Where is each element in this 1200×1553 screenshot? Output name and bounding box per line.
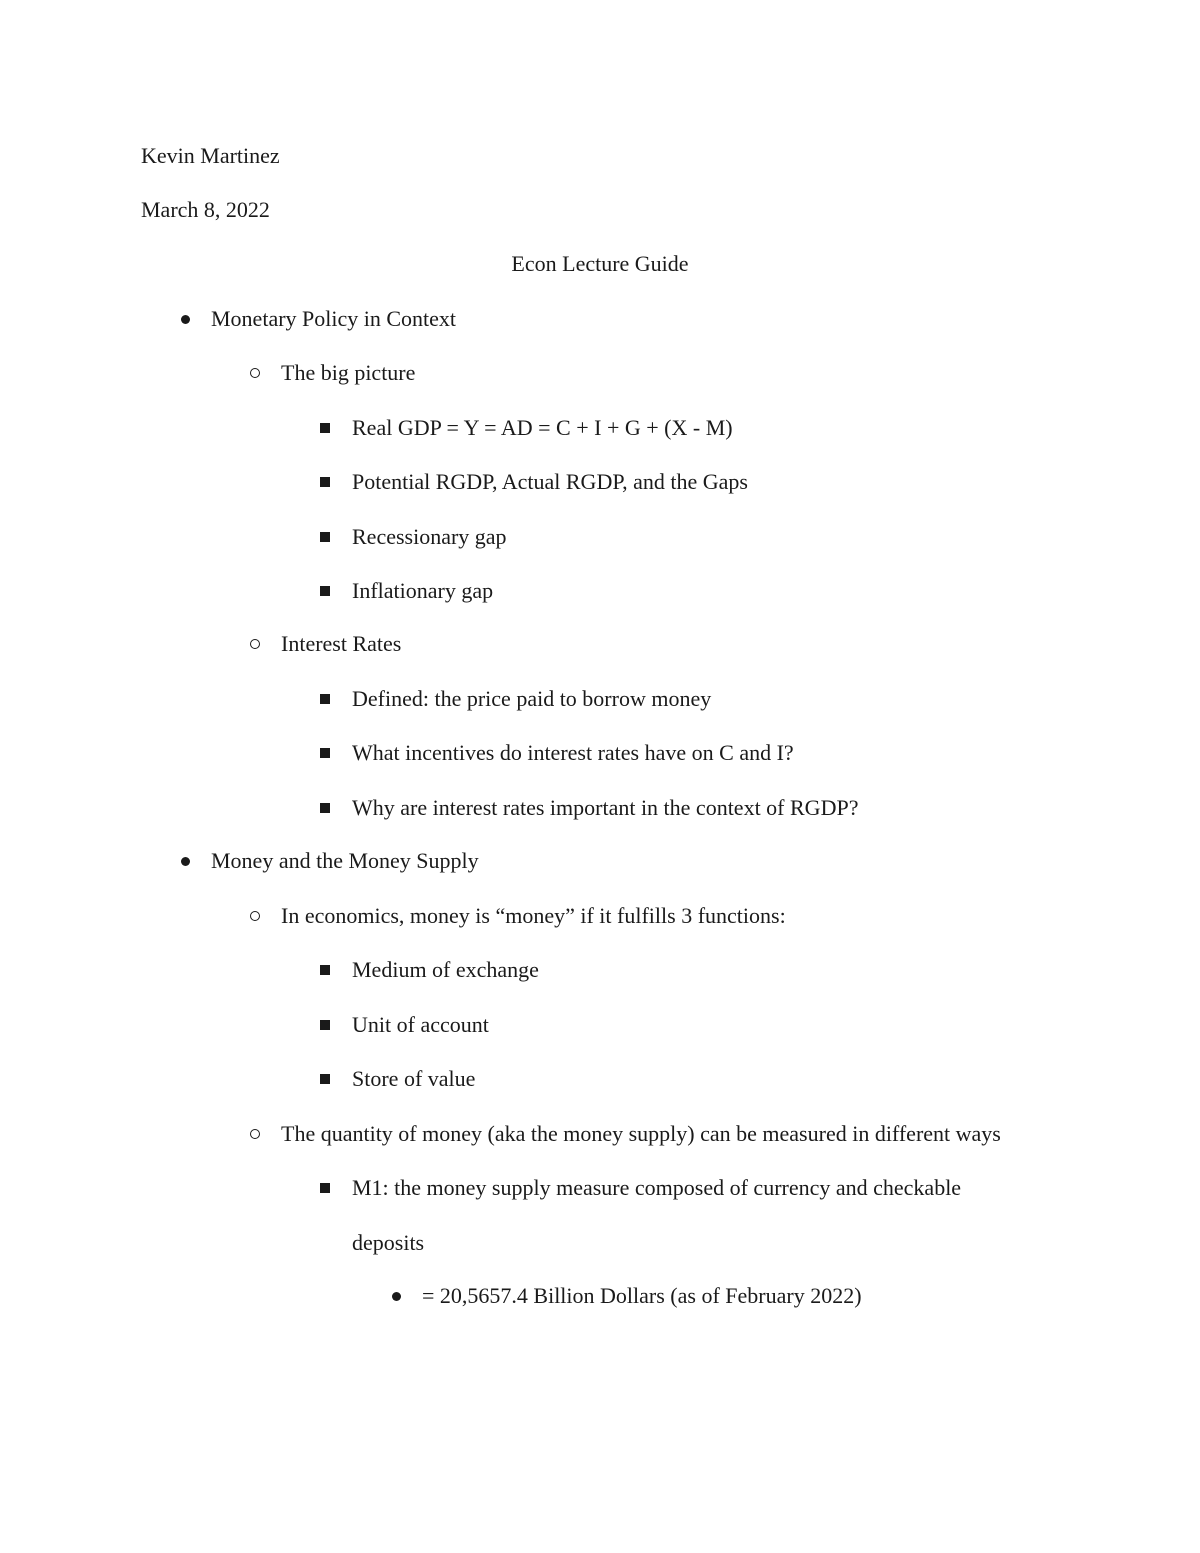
list-item-label: Unit of account: [352, 1012, 489, 1037]
list-item-label: Defined: the price paid to borrow money: [352, 686, 712, 711]
list-item-label: Interest Rates: [281, 631, 402, 656]
list-item-label: Store of value: [352, 1066, 476, 1091]
list-item-label: The big picture: [281, 360, 416, 385]
square-bullet-icon: [318, 685, 332, 713]
list-item-label: Money and the Money Supply: [211, 848, 479, 873]
author-name: Kevin Martinez: [141, 143, 280, 168]
list-item-label: Why are interest rates important in the context of RGDP?: [352, 795, 859, 820]
filled-bullet-icon: [389, 1282, 403, 1310]
hollow-bullet-icon: [248, 630, 262, 658]
square-bullet-icon: [318, 956, 332, 984]
list-item-label: Real GDP = Y = AD = C + I + G + (X - M): [352, 415, 733, 440]
filled-bullet-icon: [178, 847, 192, 875]
list-item-label: = 20,5657.4 Billion Dollars (as of February 2022): [422, 1283, 862, 1308]
list-item-label: M1: the money supply measure composed of currency and checkable: [352, 1175, 962, 1200]
list-item-label: What incentives do interest rates have on C and I?: [352, 740, 794, 765]
hollow-bullet-icon: [248, 359, 262, 387]
square-bullet-icon: [318, 1011, 332, 1039]
list-item-label: In economics, money is “money” if it fulfills 3 functions:: [281, 903, 786, 928]
square-bullet-icon: [318, 1174, 332, 1202]
square-bullet-icon: [318, 414, 332, 442]
document-date: March 8, 2022: [141, 197, 270, 222]
hollow-bullet-icon: [248, 1120, 262, 1148]
list-item-label: Medium of exchange: [352, 957, 539, 982]
filled-bullet-icon: [178, 305, 192, 333]
document-title: Econ Lecture Guide: [511, 251, 689, 276]
list-item-label: Recessionary gap: [352, 524, 507, 549]
square-bullet-icon: [318, 739, 332, 767]
square-bullet-icon: [318, 794, 332, 822]
list-item-label: Inflationary gap: [352, 578, 494, 603]
square-bullet-icon: [318, 523, 332, 551]
square-bullet-icon: [318, 468, 332, 496]
list-item-label: Potential RGDP, Actual RGDP, and the Gaps: [352, 469, 748, 494]
list-item-label: The quantity of money (aka the money supply) can be measured in different ways: [281, 1121, 1001, 1146]
hollow-bullet-icon: [248, 902, 262, 930]
square-bullet-icon: [318, 577, 332, 605]
square-bullet-icon: [318, 1065, 332, 1093]
list-item-label: Monetary Policy in Context: [211, 306, 457, 331]
list-item-label: deposits: [352, 1230, 425, 1255]
